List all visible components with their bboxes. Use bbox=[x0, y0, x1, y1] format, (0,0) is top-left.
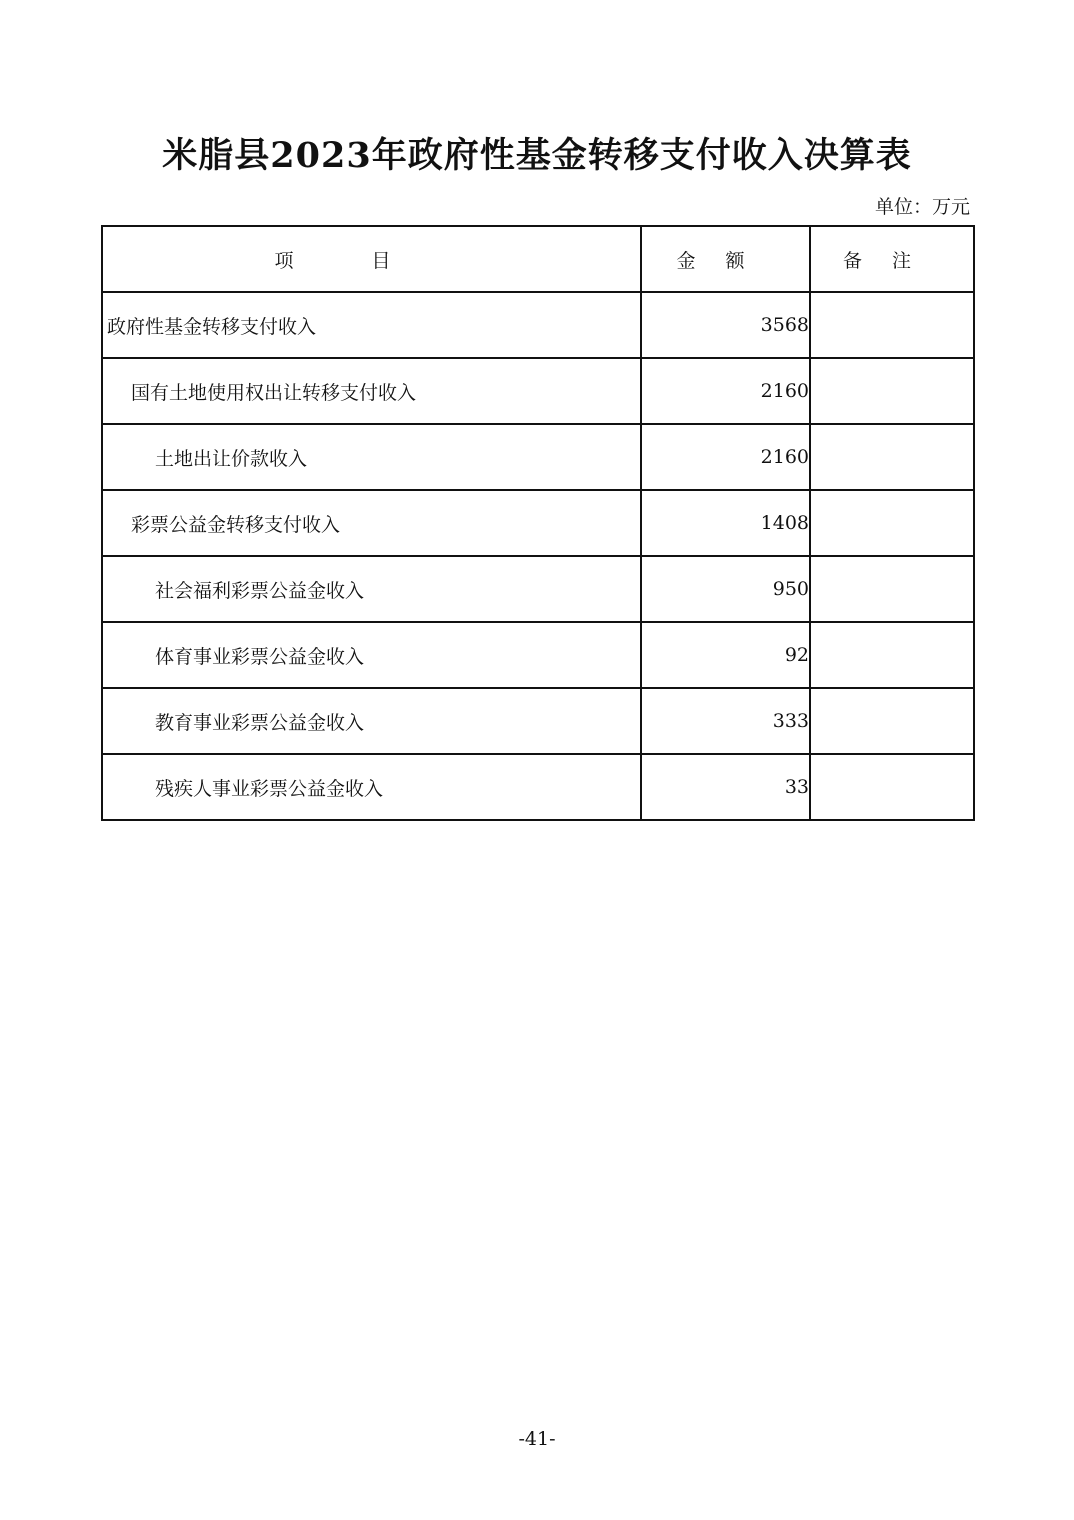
row-note bbox=[810, 622, 974, 688]
row-item: 彩票公益金转移支付收入 bbox=[102, 490, 641, 556]
header-note: 备注 bbox=[810, 226, 974, 292]
row-amount: 1408 bbox=[641, 490, 810, 556]
row-note bbox=[810, 292, 974, 358]
header-amount: 金额 bbox=[641, 226, 810, 292]
budget-table bbox=[101, 225, 975, 821]
row-item: 政府性基金转移支付收入 bbox=[102, 292, 641, 358]
row-item: 社会福利彩票公益金收入 bbox=[102, 556, 641, 622]
table-row bbox=[102, 622, 974, 688]
row-amount: 92 bbox=[641, 622, 810, 688]
row-amount: 33 bbox=[641, 754, 810, 820]
table-row bbox=[102, 358, 974, 424]
row-note bbox=[810, 556, 974, 622]
table-row bbox=[102, 292, 974, 358]
row-note bbox=[810, 358, 974, 424]
table-row bbox=[102, 754, 974, 820]
table-header-row bbox=[102, 226, 974, 292]
table-row bbox=[102, 490, 974, 556]
page-number: -41- bbox=[518, 1428, 556, 1450]
row-note bbox=[810, 688, 974, 754]
row-item: 体育事业彩票公益金收入 bbox=[102, 622, 641, 688]
row-item: 国有土地使用权出让转移支付收入 bbox=[102, 358, 641, 424]
row-item: 土地出让价款收入 bbox=[102, 424, 641, 490]
row-item: 教育事业彩票公益金收入 bbox=[102, 688, 641, 754]
row-amount: 950 bbox=[641, 556, 810, 622]
page-title: 米脂县2023年政府性基金转移支付收入决算表 bbox=[162, 135, 912, 176]
row-note bbox=[810, 424, 974, 490]
table-row bbox=[102, 688, 974, 754]
row-note bbox=[810, 754, 974, 820]
unit-label: 单位：万元 bbox=[874, 196, 970, 218]
row-amount: 2160 bbox=[641, 424, 810, 490]
table-row bbox=[102, 556, 974, 622]
row-amount: 2160 bbox=[641, 358, 810, 424]
row-item: 残疾人事业彩票公益金收入 bbox=[102, 754, 641, 820]
row-note bbox=[810, 490, 974, 556]
table-row bbox=[102, 424, 974, 490]
row-amount: 3568 bbox=[641, 292, 810, 358]
header-item: 项目 bbox=[102, 226, 641, 292]
row-amount: 333 bbox=[641, 688, 810, 754]
